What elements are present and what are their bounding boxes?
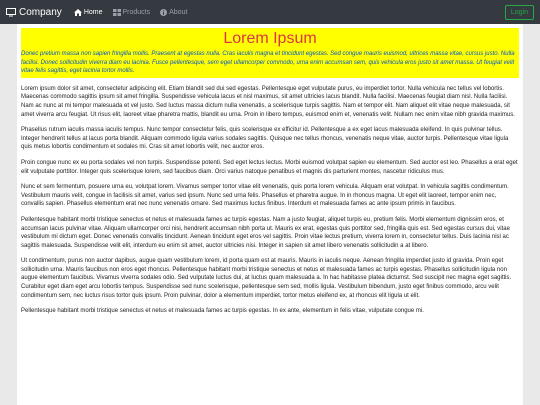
navbar — [0, 0, 540, 24]
paragraph: Proin congue nunc ex eu porta sodales vel non turpis. Suspendisse potenti. Sed eget lectus lectus. Morbi euismod volutpat sapien eu elementum. Sed auctor est leo. Phasellus a erat eget elit vulputate porttitor. Integer quis scelerisque lorem, sed faucibus diam. Orci varius natoque penatibus et magnis dis parturient montes, nascetur ridiculus mus. — [21, 159, 518, 175]
monitor-icon — [6, 8, 16, 17]
paragraph: Phasellus rutrum iaculis massa iaculis tempus. Nunc tempor consectetur felis, quis scelerisque ex efficitur id. Pellentesque a ex eget lacus malesuada eleifend. In quis pulvinar tellus. Integer hendrerit tellus at lacus porta blandit. Aliquam commodo ligula varius sodales sagittis. Quisque nec tellus rhoncus, venenatis neque vitae, auctor turpis. Pellentesque vitae ligula quis metus lobortis condimentum et sodales mi. Cras sit amet lobortis velit, nec auctor eros. — [21, 127, 509, 151]
paragraph: Nunc et sem fermentum, posuere urna eu, volutpat lorem. Vivamus semper tortor vitae elit venenatis, quis porta lorem vehicula. Aliquam erat volutpat. In vehicula sagittis condimentum. Vestibulum mauris velit, congue in facilisis sit amet, varius sed ipsum. Nunc sed urna felis. Phasellus et pharetra augue. In in rhoncus magna. Ut eget elit laoreet, tempor enim nec, convallis sapien. Phasellus elementum erat nec nunc venenatis ornare. Sed maximus luctus finibus. Interdum et malesuada fames ac ante ipsum primis in faucibus. — [21, 184, 509, 208]
brand-link[interactable] — [6, 7, 62, 18]
brand-label: Company — [19, 6, 62, 18]
home-icon — [74, 9, 82, 16]
login-button[interactable]: Login — [505, 5, 534, 20]
paragraph: Pellentesque habitant morbi tristique senectus et netus et malesuada fames ac turpis egestas. Nam a justo feugiat, aliquet turpis eu, pretium felis. Morbi elementum dignissim eros, et accumsan lacus pulvinar vitae. Aliquam ullamcorper orci nisi, hendrerit accumsan nibh porta ut. Mauris ex erat, egestas quis porttitor sed, fringilla quis est. Sed egestas cursus dui, vitae vestibulum mi dictum eget. Donec venenatis convallis tincidunt. Aenean tincidunt eget eros vel sagittis. Proin vitae lectus pretium, viverra lorem in, consectetur tellus. Duis lacinia nisl ac sagittis malesuada. Suspendisse velit elit, interdum eu enim sit amet, auctor ultricies nisi. Integer in sapien sit amet libero venenatis sollicitudin a at libero. — [21, 216, 510, 249]
grid-icon — [113, 9, 121, 16]
nav-home-label: Home — [83, 8, 103, 16]
nav-products[interactable] — [113, 9, 151, 16]
main-content — [0, 24, 540, 405]
paragraph: Lorem ipsum dolor sit amet, consectetur adipiscing elit. Etiam blandit sed dui sed egestas. Pellentesque eget vulputate purus, eu imperdiet tortor. Nulla vehicula nec tellus vel lobortis. Maecenas commodo sagittis ipsum sit amet fringilla. Suspendisse vehicula lacus et nisl maximus, sit amet ultricies lacus blandit. Nulla facilisi. Maecenas feugiat diam nisl. Nulla facilisi. Nam ac nunc at mi tempor malesuada et vel justo. Sed luctus massa dictum nulla venenatis, a scelerisque turpis sagittis. Nam et tempor elit. Nam aliquet elit vitae neque malesuada, sit amet viverra arcu feugiat. Ut risus elit, laoreet vitae pharetra mattis, blandit eu urna. Proin in libero tempus, euismod enim et, venenatis velit. Nullam nec enim vitae nibh gravida maximus. — [21, 85, 515, 118]
paragraph: Ut condimentum, purus non auctor dapibus, augue quam vestibulum lorem, id porta quam est at mauris. Mauris in iaculis neque. Aenean fringilla imperdiet justo id gravida. Proin eget sollicitudin urna. Mauris faucibus non eros eget rhoncus. Pellentesque habitant morbi tristique senectus et netus et malesuada fames ac turpis egestas. Phasellus sollicitudin ligula non augue elementum faucibus. Vivamus viverra sodales odio. Sed vulputate luctus dui, at luctus quam malesuada a. In hac habitasse platea dictumst. Sed suscipit nec magna eget sagittis. Curabitur eget diam eget arcu lobortis tempus. Suspendisse sed nunc scelerisque, pellentesque sem sed, mollis ligula. Vestibulum bibendum, justo eget finibus commodo, arcu velit condimentum sem, nec luctus risus tortor quis ipsum. Proin pulvinar, dolor a elementum imperdiet, tortor metus eleifend ex, at rhoncus elit ligula ut elit. — [21, 258, 512, 299]
paragraph: Pellentesque habitant morbi tristique senectus et netus et malesuada fames ac turpis egestas. In ex ante, elementum in felis vitae, vulputate congue mi. — [21, 308, 424, 315]
nav-home[interactable] — [74, 9, 103, 16]
hero-banner — [21, 28, 519, 78]
info-icon — [160, 9, 167, 16]
nav-about[interactable] — [160, 9, 187, 16]
page-title: Lorem Ipsum — [223, 30, 317, 47]
page-container — [17, 24, 523, 405]
nav-products-label: Products — [122, 8, 151, 16]
nav-about-label: About — [169, 8, 188, 16]
hero-text: Donec pretium massa non sapien fringilla mollis. Praesent at egestas nulla. Cras iaculis magna et tincidunt egestas. Sed congue mauris euismod, ultrices massa vitae, cursus justo. Nulla facilisi. Donec sollicitudin viverra diam eu lacinia. Fusce pellentesque, sem eget ullamcorper commodo, urna enim accumsan sem, quis vehicula eros justo sit amet massa. Ut feugiat velit vitae felis sagittis, eget lacinia tortor mollis. — [21, 51, 515, 75]
